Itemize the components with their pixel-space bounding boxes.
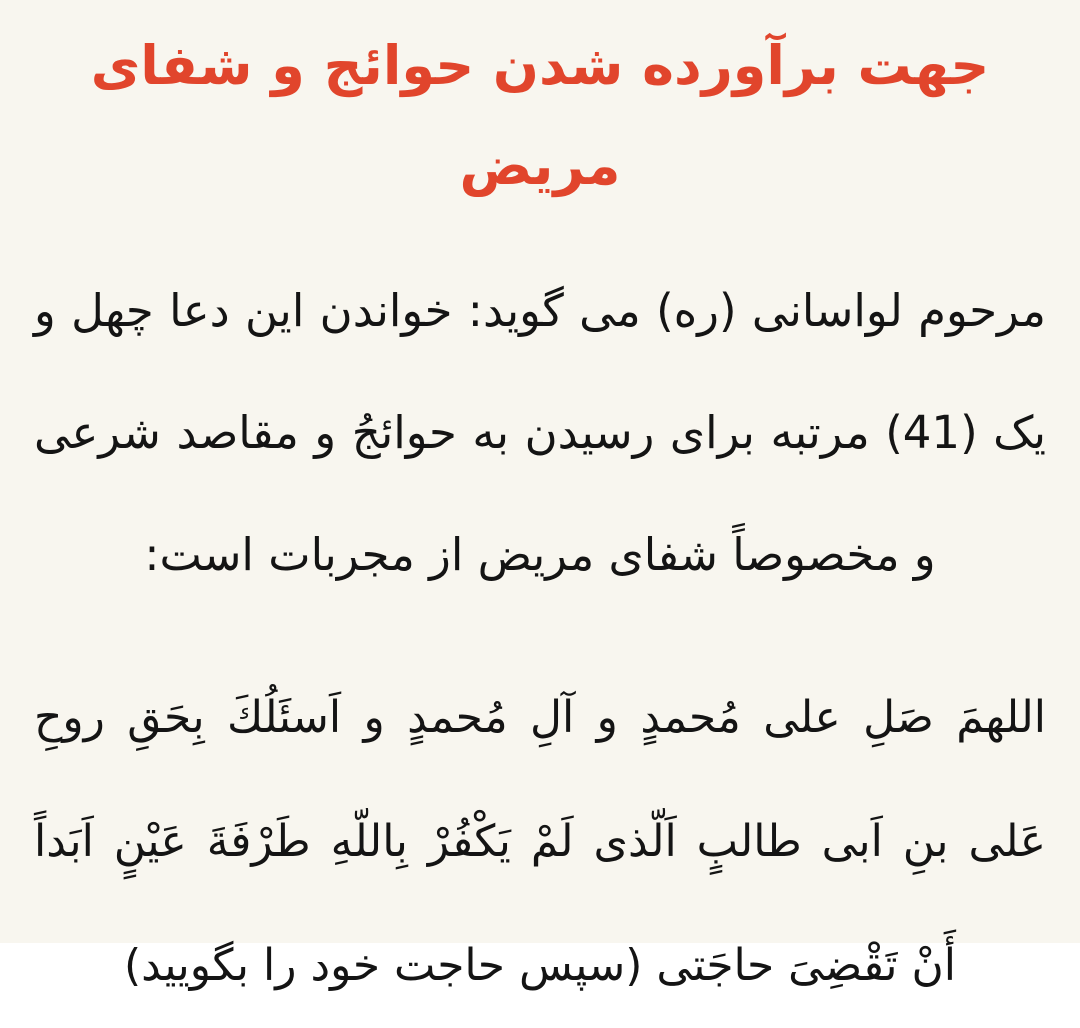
prayer-line-1: اللهمَ صَلِ علی مُحمدٍ و آلِ مُحمدٍ و اَسئَلُكَ بِحَقِ روحِ: [34, 692, 1046, 743]
prayer-line-2: عَلی بنِ اَبی طالبٍ اَلّذی لَمْ يَكْفُرْ بِاللّهِ طَرْفَةَ عَيْنٍ اَبَداً: [34, 816, 1046, 867]
prayer-text: [0, 656, 1080, 1028]
intro-line-3: و مخصوصاً شفای مریض از مجربات است:: [144, 528, 936, 581]
prayer-line-3: أَنْ تَقْضِیَ حاجَتی (سپس حاجت خود را بگویید): [123, 940, 956, 991]
intro-text: [0, 250, 1080, 616]
page-title: جهت برآورده شدن حوائج و شفای مریض: [90, 34, 990, 197]
intro-line-2: یک (41) مرتبه برای رسیدن به حوائجُ و مقاصد شرعی: [34, 406, 1046, 459]
intro-line-1: مرحوم لواسانی (ره) می گوید: خواندن این دعا چهل و: [34, 284, 1046, 337]
